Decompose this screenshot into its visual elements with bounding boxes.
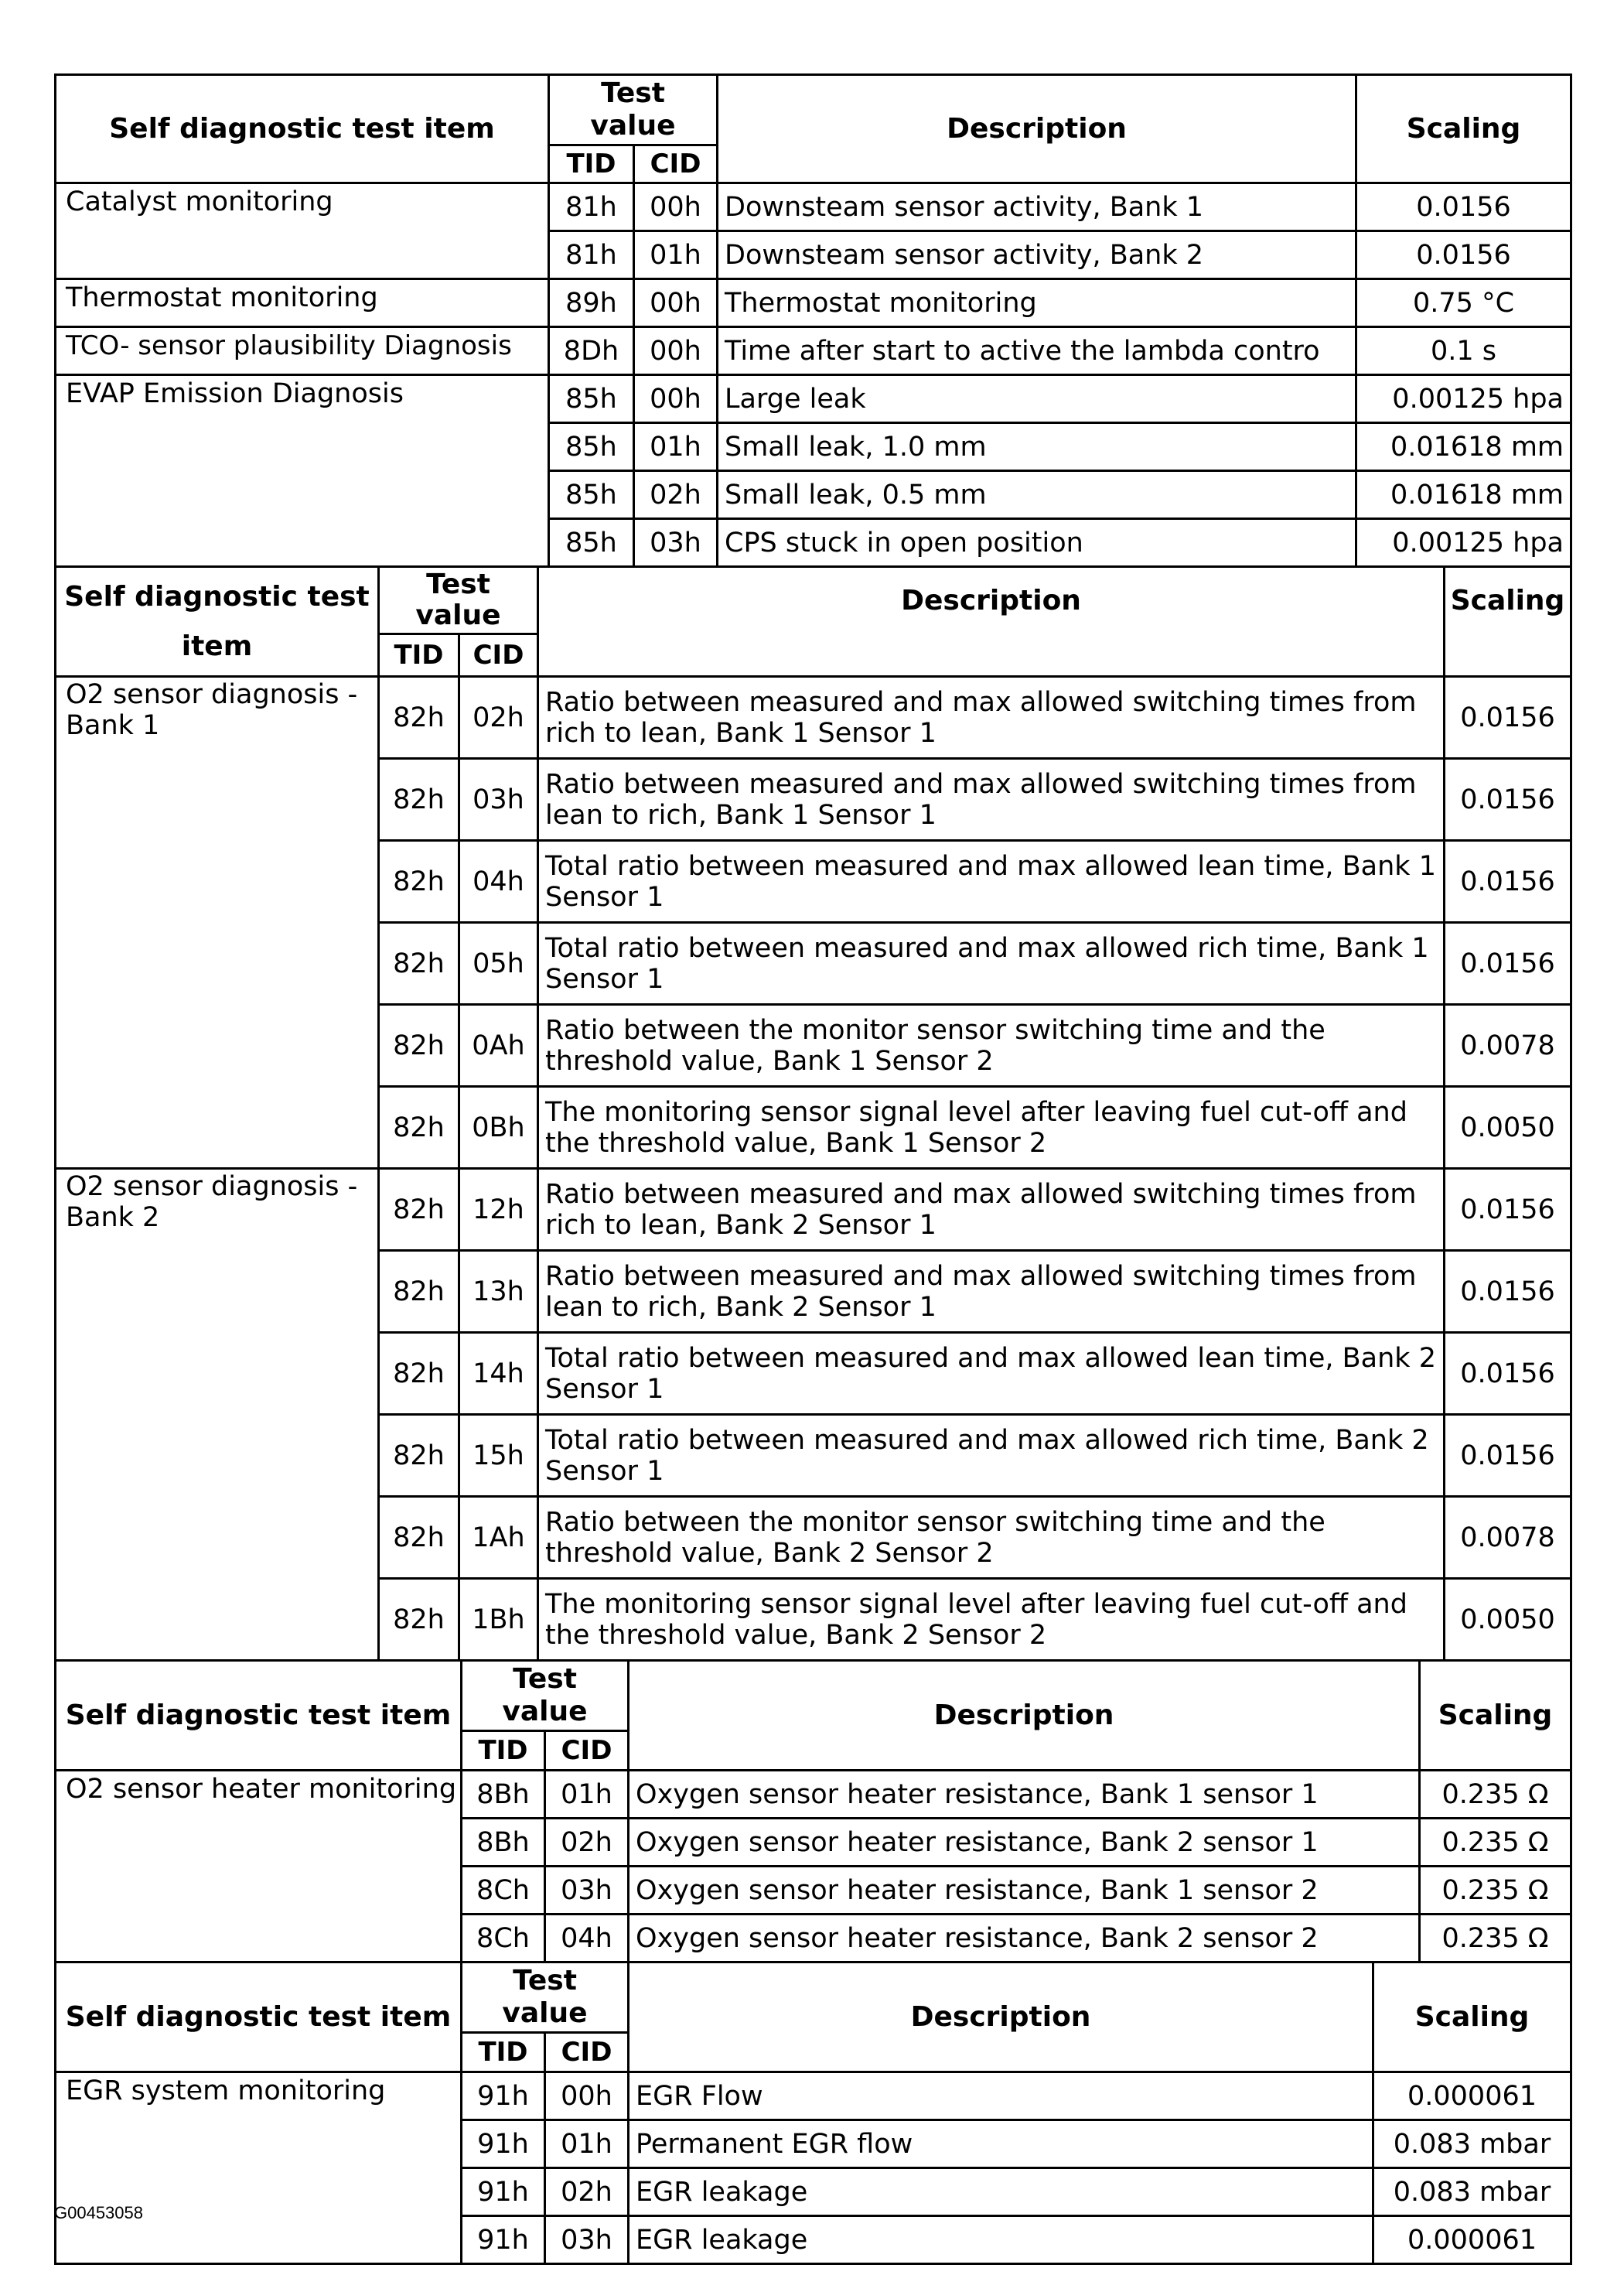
description-cell: Ratio between measured and max allowed switching times from lean to rich, Bank 1 Sensor 1 bbox=[538, 759, 1445, 841]
description-cell: Ratio between measured and max allowed switching times from lean to rich, Bank 2 Sensor 1 bbox=[538, 1251, 1445, 1333]
cid-cell: 01h bbox=[634, 231, 718, 279]
table-row bbox=[56, 375, 1571, 423]
cid-cell: 00h bbox=[634, 375, 718, 423]
table-header-row bbox=[56, 1962, 1571, 2033]
cid-cell: 00h bbox=[634, 183, 718, 231]
description-cell: EGR leakage bbox=[629, 2168, 1373, 2216]
header-cid: CID bbox=[545, 1731, 629, 1771]
cid-cell: 02h bbox=[459, 677, 538, 759]
tid-cell: 82h bbox=[379, 677, 459, 759]
description-cell: EGR Flow bbox=[629, 2072, 1373, 2120]
header-tid: TID bbox=[462, 2033, 545, 2072]
tid-cell: 85h bbox=[549, 375, 634, 423]
tid-cell: 82h bbox=[379, 841, 459, 923]
description-cell: Oxygen sensor heater resistance, Bank 2 sensor 1 bbox=[629, 1819, 1420, 1867]
description-cell: Total ratio between measured and max allowed rich time, Bank 1 Sensor 1 bbox=[538, 923, 1445, 1005]
description-cell: Ratio between the monitor sensor switching time and the threshold value, Bank 1 Sensor 2 bbox=[538, 1005, 1445, 1087]
description-cell: Ratio between measured and max allowed switching times from rich to lean, Bank 1 Sensor 1 bbox=[538, 677, 1445, 759]
scaling-cell: 0.0156 bbox=[1445, 1251, 1571, 1333]
test-item-cell: TCO- sensor plausibility Diagnosis bbox=[56, 327, 549, 375]
description-cell: CPS stuck in open position bbox=[718, 519, 1356, 567]
cid-cell: 03h bbox=[545, 2216, 629, 2264]
tid-cell: 85h bbox=[549, 519, 634, 567]
description-cell: Total ratio between measured and max allowed lean time, Bank 2 Sensor 1 bbox=[538, 1333, 1445, 1415]
cid-cell: 05h bbox=[459, 923, 538, 1005]
tid-cell: 82h bbox=[379, 759, 459, 841]
header-test-value: Test value bbox=[549, 75, 718, 145]
scaling-cell: 0.75 °C bbox=[1356, 279, 1571, 327]
cid-cell: 04h bbox=[459, 841, 538, 923]
test-item-cell: O2 sensor diagnosis - Bank 1 bbox=[56, 677, 379, 1169]
test-item-cell: EVAP Emission Diagnosis bbox=[56, 375, 549, 567]
tid-cell: 82h bbox=[379, 1087, 459, 1169]
cid-cell: 04h bbox=[545, 1915, 629, 1962]
table-header-row bbox=[56, 1661, 1571, 1731]
test-item-cell: O2 sensor diagnosis - Bank 2 bbox=[56, 1169, 379, 1661]
table-row bbox=[56, 327, 1571, 375]
tid-cell: 8Dh bbox=[549, 327, 634, 375]
scaling-cell: 0.235 Ω bbox=[1420, 1819, 1571, 1867]
scaling-cell: 0.00125 hpa bbox=[1356, 519, 1571, 567]
cid-cell: 01h bbox=[545, 1771, 629, 1819]
description-cell: Ratio between measured and max allowed switching times from rich to lean, Bank 2 Sensor 1 bbox=[538, 1169, 1445, 1251]
description-cell: The monitoring sensor signal level after leaving fuel cut-off and the threshold value, Bank 1 Sensor 2 bbox=[538, 1087, 1445, 1169]
table-row bbox=[56, 677, 1571, 759]
cid-cell: 14h bbox=[459, 1333, 538, 1415]
table-header-row bbox=[56, 567, 1571, 634]
table-row bbox=[56, 2072, 1571, 2120]
tid-cell: 91h bbox=[462, 2216, 545, 2264]
tid-cell: 91h bbox=[462, 2120, 545, 2168]
table-header-row bbox=[56, 75, 1571, 145]
diagnostic-table-1 bbox=[54, 73, 1572, 568]
table-row bbox=[56, 183, 1571, 231]
scaling-cell: 0.01618 mm bbox=[1356, 423, 1571, 471]
tid-cell: 89h bbox=[549, 279, 634, 327]
header-item: Self diagnostic test item bbox=[56, 1962, 462, 2072]
tid-cell: 82h bbox=[379, 1169, 459, 1251]
scaling-cell: 0.0156 bbox=[1445, 923, 1571, 1005]
tid-cell: 82h bbox=[379, 1415, 459, 1497]
cid-cell: 03h bbox=[634, 519, 718, 567]
description-cell: Total ratio between measured and max allowed rich time, Bank 2 Sensor 1 bbox=[538, 1415, 1445, 1497]
tid-cell: 91h bbox=[462, 2072, 545, 2120]
tid-cell: 82h bbox=[379, 1005, 459, 1087]
header-test-value: Test value bbox=[462, 1962, 629, 2033]
scaling-cell: 0.0156 bbox=[1445, 841, 1571, 923]
description-cell: Small leak, 0.5 mm bbox=[718, 471, 1356, 519]
cid-cell: 02h bbox=[634, 471, 718, 519]
cid-cell: 02h bbox=[545, 1819, 629, 1867]
tid-cell: 91h bbox=[462, 2168, 545, 2216]
header-cid: CID bbox=[634, 145, 718, 183]
description-cell: Oxygen sensor heater resistance, Bank 1 sensor 2 bbox=[629, 1867, 1420, 1915]
tid-cell: 82h bbox=[379, 1579, 459, 1661]
description-cell: Oxygen sensor heater resistance, Bank 2 sensor 2 bbox=[629, 1915, 1420, 1962]
tid-cell: 82h bbox=[379, 1497, 459, 1579]
cid-cell: 00h bbox=[545, 2072, 629, 2120]
header-scaling: Scaling bbox=[1420, 1661, 1571, 1771]
tid-cell: 8Bh bbox=[462, 1819, 545, 1867]
table-row bbox=[56, 1771, 1571, 1819]
description-cell: Total ratio between measured and max allowed lean time, Bank 1 Sensor 1 bbox=[538, 841, 1445, 923]
scaling-cell: 0.0050 bbox=[1445, 1579, 1571, 1661]
scaling-cell: 0.0156 bbox=[1445, 677, 1571, 759]
tid-cell: 85h bbox=[549, 423, 634, 471]
scaling-cell: 0.083 mbar bbox=[1373, 2168, 1571, 2216]
scaling-cell: 0.0156 bbox=[1445, 1169, 1571, 1251]
table-row bbox=[56, 1169, 1571, 1251]
header-scaling: Scaling bbox=[1356, 75, 1571, 183]
cid-cell: 03h bbox=[545, 1867, 629, 1915]
scaling-cell: 0.235 Ω bbox=[1420, 1771, 1571, 1819]
cid-cell: 1Ah bbox=[459, 1497, 538, 1579]
header-description: Description bbox=[629, 1962, 1373, 2072]
scaling-cell: 0.0078 bbox=[1445, 1005, 1571, 1087]
header-tid: TID bbox=[379, 634, 459, 677]
header-item: Self diagnostic test item bbox=[56, 567, 379, 677]
description-cell: EGR leakage bbox=[629, 2216, 1373, 2264]
header-tid: TID bbox=[549, 145, 634, 183]
description-cell: Permanent EGR flow bbox=[629, 2120, 1373, 2168]
diagnostic-table-4 bbox=[54, 1961, 1572, 2265]
cid-cell: 01h bbox=[545, 2120, 629, 2168]
tid-cell: 8Ch bbox=[462, 1867, 545, 1915]
cid-cell: 15h bbox=[459, 1415, 538, 1497]
cid-cell: 0Ah bbox=[459, 1005, 538, 1087]
description-cell: Large leak bbox=[718, 375, 1356, 423]
scaling-cell: 0.0050 bbox=[1445, 1087, 1571, 1169]
cid-cell: 00h bbox=[634, 279, 718, 327]
scaling-cell: 0.000061 bbox=[1373, 2072, 1571, 2120]
description-cell: Oxygen sensor heater resistance, Bank 1 sensor 1 bbox=[629, 1771, 1420, 1819]
cid-cell: 13h bbox=[459, 1251, 538, 1333]
description-cell: Small leak, 1.0 mm bbox=[718, 423, 1356, 471]
scaling-cell: 0.0156 bbox=[1356, 231, 1571, 279]
scaling-cell: 0.000061 bbox=[1373, 2216, 1571, 2264]
cid-cell: 02h bbox=[545, 2168, 629, 2216]
header-scaling: Scaling bbox=[1373, 1962, 1571, 2072]
tid-cell: 82h bbox=[379, 1333, 459, 1415]
tid-cell: 82h bbox=[379, 923, 459, 1005]
diagnostic-table-3 bbox=[54, 1659, 1572, 1963]
description-cell: Ratio between the monitor sensor switching time and the threshold value, Bank 2 Sensor 2 bbox=[538, 1497, 1445, 1579]
header-description: Description bbox=[629, 1661, 1420, 1771]
scaling-cell: 0.0078 bbox=[1445, 1497, 1571, 1579]
tid-cell: 8Ch bbox=[462, 1915, 545, 1962]
test-item-cell: O2 sensor heater monitoring bbox=[56, 1771, 462, 1962]
description-cell: Thermostat monitoring bbox=[718, 279, 1356, 327]
scaling-cell: 0.235 Ω bbox=[1420, 1867, 1571, 1915]
description-cell: Downsteam sensor activity, Bank 1 bbox=[718, 183, 1356, 231]
description-cell: The monitoring sensor signal level after leaving fuel cut-off and the threshold value, Bank 2 Sensor 2 bbox=[538, 1579, 1445, 1661]
figure-code: G00453058 bbox=[54, 2203, 143, 2222]
cid-cell: 01h bbox=[634, 423, 718, 471]
scaling-cell: 0.0156 bbox=[1445, 759, 1571, 841]
header-description: Description bbox=[718, 75, 1356, 183]
scaling-cell: 0.083 mbar bbox=[1373, 2120, 1571, 2168]
cid-cell: 0Bh bbox=[459, 1087, 538, 1169]
scaling-cell: 0.0156 bbox=[1445, 1333, 1571, 1415]
scaling-cell: 0.01618 mm bbox=[1356, 471, 1571, 519]
header-test-value: Test value bbox=[462, 1661, 629, 1731]
table-row bbox=[56, 279, 1571, 327]
header-cid: CID bbox=[459, 634, 538, 677]
scaling-cell: 0.00125 hpa bbox=[1356, 375, 1571, 423]
tid-cell: 82h bbox=[379, 1251, 459, 1333]
scaling-cell: 0.235 Ω bbox=[1420, 1915, 1571, 1962]
scaling-cell: 0.0156 bbox=[1356, 183, 1571, 231]
cid-cell: 00h bbox=[634, 327, 718, 375]
tid-cell: 81h bbox=[549, 231, 634, 279]
header-description: Description bbox=[538, 567, 1445, 677]
tid-cell: 81h bbox=[549, 183, 634, 231]
tid-cell: 8Bh bbox=[462, 1771, 545, 1819]
scaling-cell: 0.0156 bbox=[1445, 1415, 1571, 1497]
cid-cell: 1Bh bbox=[459, 1579, 538, 1661]
diagnostic-document bbox=[54, 73, 1570, 2265]
description-cell: Downsteam sensor activity, Bank 2 bbox=[718, 231, 1356, 279]
test-item-cell: EGR system monitoring bbox=[56, 2072, 462, 2264]
header-cid: CID bbox=[545, 2033, 629, 2072]
tid-cell: 85h bbox=[549, 471, 634, 519]
header-item: Self diagnostic test item bbox=[56, 75, 549, 183]
diagnostic-table-2 bbox=[54, 565, 1572, 1662]
description-cell: Time after start to active the lambda contro bbox=[718, 327, 1356, 375]
header-item: Self diagnostic test item bbox=[56, 1661, 462, 1771]
header-scaling: Scaling bbox=[1445, 567, 1571, 677]
header-test-value: Test value bbox=[379, 567, 538, 634]
header-tid: TID bbox=[462, 1731, 545, 1771]
test-item-cell: Catalyst monitoring bbox=[56, 183, 549, 279]
test-item-cell: Thermostat monitoring bbox=[56, 279, 549, 327]
cid-cell: 03h bbox=[459, 759, 538, 841]
cid-cell: 12h bbox=[459, 1169, 538, 1251]
scaling-cell: 0.1 s bbox=[1356, 327, 1571, 375]
